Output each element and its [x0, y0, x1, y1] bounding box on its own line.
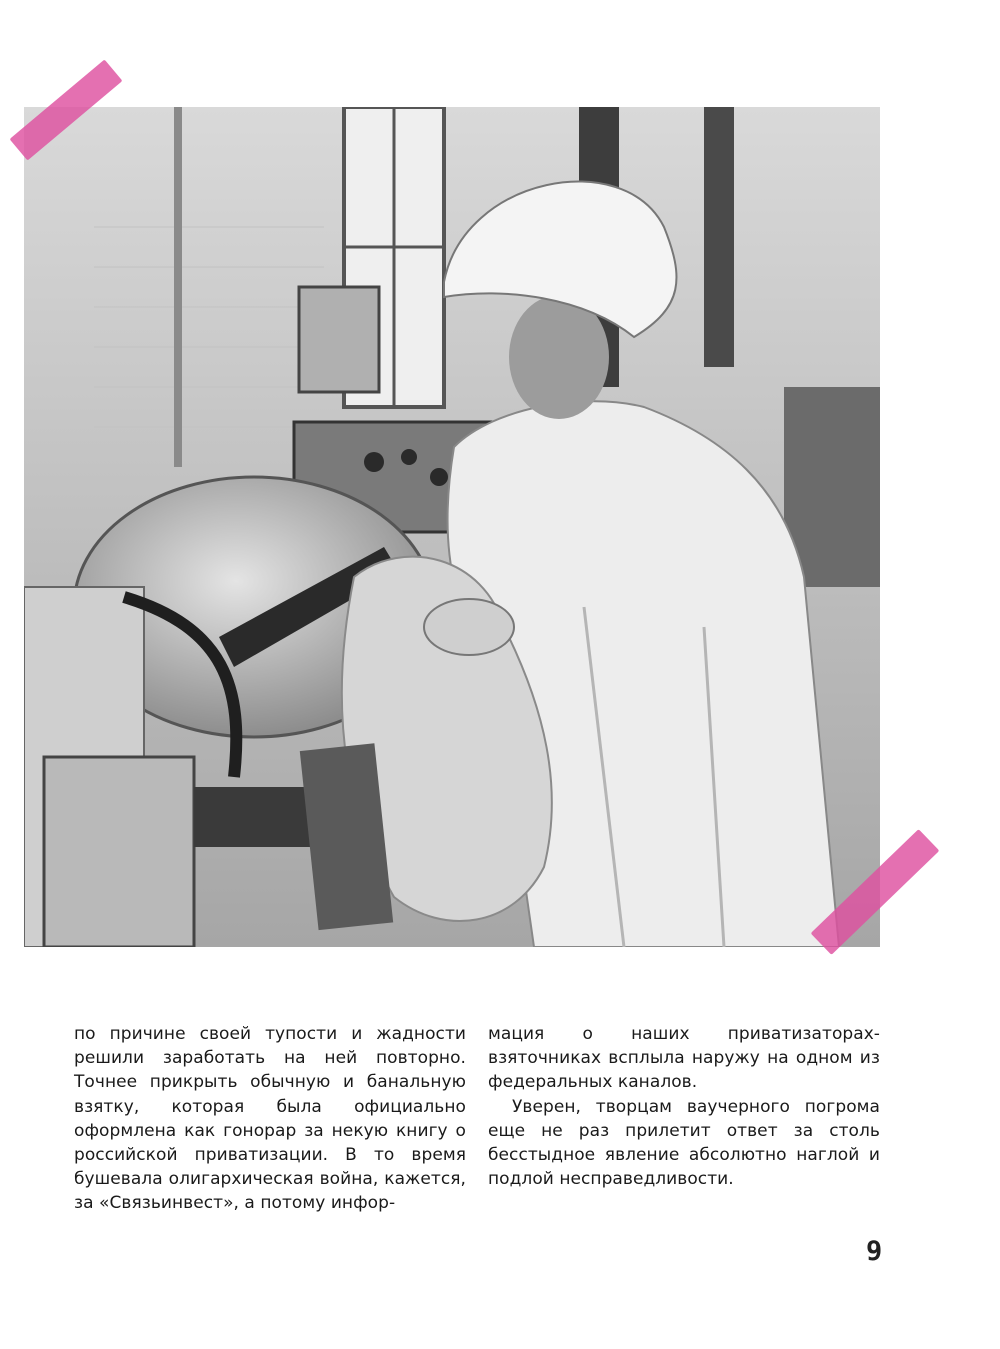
page-number: 9 — [866, 1236, 883, 1267]
photo-electrical-box — [299, 287, 379, 392]
text-column-right — [488, 1022, 880, 1191]
text-column-left — [74, 1022, 466, 1216]
paragraph-right-1: мация о наших приватизаторах-взяточниках всплыла наружу на одном из федеральных каналов. — [488, 1024, 880, 1093]
paragraph-left-1: по причине своей тупости и жадности решили заработать на ней повторно. Точнее прикрыть обычную и банальную взятку, которая была официально оформлена как гонорар за некую книгу о российской приватизации. В то время бушевала олигархическая война, кажется, за «Связьинвест», а потому инфор- — [74, 1024, 466, 1214]
photo-illustration — [24, 107, 880, 947]
factory-worker-photo — [24, 107, 880, 947]
paragraph-right-2: Уверен, творцам ваучерного погрома еще не раз прилетит ответ за столь бесстыдное явление абсолютно наглой и подлой несправедливости. — [488, 1096, 880, 1190]
